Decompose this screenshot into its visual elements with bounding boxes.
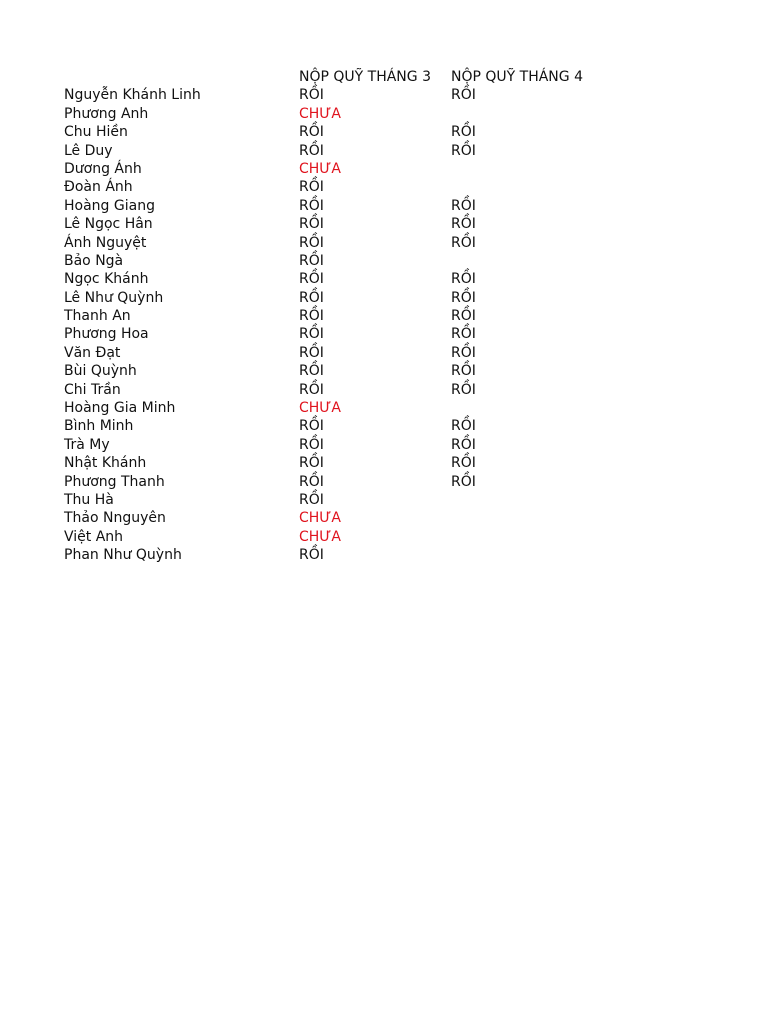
member-name: Phương Hoa bbox=[64, 326, 149, 343]
member-name: Chi Trần bbox=[64, 381, 121, 398]
month4-status: RỒI bbox=[451, 197, 476, 214]
month4-status: RỒI bbox=[451, 436, 476, 453]
member-name: Nguyễn Khánh Linh bbox=[64, 87, 201, 104]
month4-status: RỒI bbox=[451, 216, 476, 233]
table-row bbox=[64, 325, 601, 343]
month3-status: CHƯA bbox=[299, 528, 341, 545]
table-row bbox=[64, 160, 601, 178]
month3-status: RỒI bbox=[299, 216, 324, 233]
month4-status bbox=[451, 105, 601, 123]
month4-status: RỒI bbox=[451, 308, 476, 325]
month3-status: CHƯA bbox=[299, 400, 341, 417]
month3-status: RỒI bbox=[299, 363, 324, 380]
month4-status bbox=[451, 491, 601, 509]
table-row bbox=[64, 178, 601, 196]
table-row bbox=[64, 234, 601, 252]
member-name: Hoàng Giang bbox=[64, 197, 155, 214]
month4-status: RỒI bbox=[451, 234, 476, 251]
month3-status: RỒI bbox=[299, 381, 324, 398]
month4-status bbox=[451, 546, 601, 564]
month4-status: RỒI bbox=[451, 473, 476, 490]
month4-status bbox=[451, 252, 601, 270]
month4-status bbox=[451, 528, 601, 546]
month4-status: RỒI bbox=[451, 87, 476, 104]
month3-status: RỒI bbox=[299, 308, 324, 325]
member-name: Dương Ánh bbox=[64, 160, 142, 177]
month4-status: RỒI bbox=[451, 455, 476, 472]
table-row bbox=[64, 252, 601, 270]
month4-status: RỒI bbox=[451, 418, 476, 435]
member-name: Lê Như Quỳnh bbox=[64, 289, 164, 306]
month3-status: RỒI bbox=[299, 197, 324, 214]
table-row bbox=[64, 86, 601, 104]
table-row bbox=[64, 123, 601, 141]
member-name: Văn Đạt bbox=[64, 344, 121, 361]
month4-status: RỒI bbox=[451, 289, 476, 306]
month3-status: RỒI bbox=[299, 87, 324, 104]
table-row bbox=[64, 142, 601, 160]
table-row bbox=[64, 362, 601, 380]
member-name: Ánh Nguyệt bbox=[64, 234, 147, 251]
month3-status: RỒI bbox=[299, 547, 324, 564]
member-name: Phương Thanh bbox=[64, 473, 165, 490]
month3-status: RỒI bbox=[299, 436, 324, 453]
month4-status: RỒI bbox=[451, 124, 476, 141]
table-row bbox=[64, 436, 601, 454]
member-name: Thanh An bbox=[64, 308, 131, 325]
member-name: Phan Như Quỳnh bbox=[64, 547, 182, 564]
table-row bbox=[64, 381, 601, 399]
member-name: Lê Ngọc Hân bbox=[64, 216, 153, 233]
member-name: Lê Duy bbox=[64, 142, 113, 159]
month4-status bbox=[451, 509, 601, 527]
member-name: Thu Hà bbox=[64, 491, 114, 508]
table-row bbox=[64, 197, 601, 215]
month3-status: CHƯA bbox=[299, 510, 341, 527]
member-name: Ngọc Khánh bbox=[64, 271, 149, 288]
month3-status: RỒI bbox=[299, 326, 324, 343]
table-row bbox=[64, 270, 601, 288]
member-name: Trà My bbox=[64, 436, 110, 453]
table-row bbox=[64, 454, 601, 472]
table-row bbox=[64, 546, 601, 564]
header-name bbox=[64, 68, 299, 86]
member-name: Hoàng Gia Minh bbox=[64, 400, 176, 417]
month4-status bbox=[451, 178, 601, 196]
month4-status bbox=[451, 399, 601, 417]
table-row bbox=[64, 528, 601, 546]
table-row bbox=[64, 344, 601, 362]
month4-status: RỒI bbox=[451, 381, 476, 398]
month3-status: RỒI bbox=[299, 289, 324, 306]
month4-status: RỒI bbox=[451, 142, 476, 159]
member-name: Bảo Ngà bbox=[64, 252, 124, 269]
table-row bbox=[64, 289, 601, 307]
table-row bbox=[64, 105, 601, 123]
header-month3: NỘP QUỸ THÁNG 3 bbox=[299, 69, 431, 85]
member-name: Phương Anh bbox=[64, 105, 149, 122]
month3-status: RỒI bbox=[299, 124, 324, 141]
member-name: Chu Hiền bbox=[64, 124, 128, 141]
month3-status: RỒI bbox=[299, 234, 324, 251]
table-row bbox=[64, 417, 601, 435]
table-row bbox=[64, 399, 601, 417]
member-name: Nhật Khánh bbox=[64, 455, 147, 472]
table-row bbox=[64, 491, 601, 509]
month3-status: CHƯA bbox=[299, 160, 341, 177]
member-name: Bùi Quỳnh bbox=[64, 363, 137, 380]
header-row bbox=[64, 68, 601, 86]
month3-status: RỒI bbox=[299, 344, 324, 361]
month4-status: RỒI bbox=[451, 271, 476, 288]
month4-status: RỒI bbox=[451, 344, 476, 361]
table-row bbox=[64, 307, 601, 325]
fund-table bbox=[64, 68, 601, 565]
month4-status: RỒI bbox=[451, 363, 476, 380]
month4-status: RỒI bbox=[451, 326, 476, 343]
month3-status: RỒI bbox=[299, 252, 324, 269]
month3-status: RỒI bbox=[299, 142, 324, 159]
month3-status: RỒI bbox=[299, 455, 324, 472]
member-name: Việt Anh bbox=[64, 528, 124, 545]
month3-status: RỒI bbox=[299, 271, 324, 288]
table-row bbox=[64, 473, 601, 491]
table-row bbox=[64, 215, 601, 233]
table-row bbox=[64, 509, 601, 527]
table-body bbox=[64, 86, 601, 564]
header-month4: NỘP QUỸ THÁNG 4 bbox=[451, 69, 583, 85]
month3-status: RỒI bbox=[299, 179, 324, 196]
member-name: Bình Minh bbox=[64, 418, 134, 435]
month3-status: RỒI bbox=[299, 418, 324, 435]
month3-status: CHƯA bbox=[299, 105, 341, 122]
member-name: Thảo Nnguyên bbox=[64, 510, 166, 527]
month4-status bbox=[451, 160, 601, 178]
month3-status: RỒI bbox=[299, 491, 324, 508]
month3-status: RỒI bbox=[299, 473, 324, 490]
member-name: Đoàn Ánh bbox=[64, 179, 133, 196]
